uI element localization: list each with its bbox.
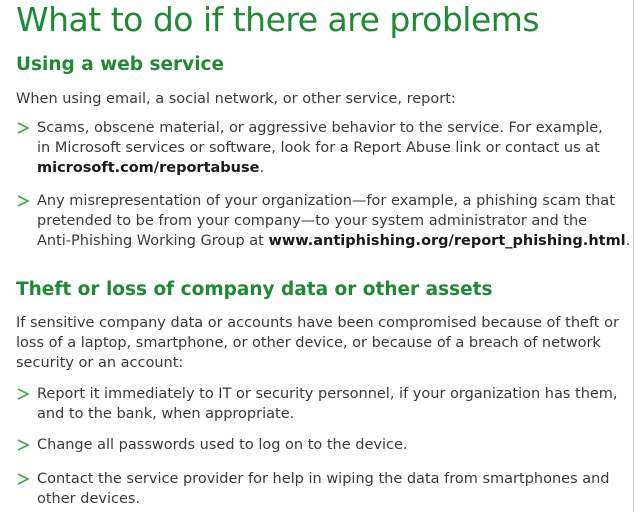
section-heading-web-service: Using a web service: [16, 54, 225, 75]
chevron-right-icon: [16, 118, 36, 138]
intro-line: If sensitive company data or accounts have been compromised because of theft or: [16, 315, 619, 331]
list-item-text-prefix: Anti-Phishing Working Group at: [37, 233, 269, 249]
list-item-text: [37, 435, 637, 455]
section-heading-theft-loss: Theft or loss of company data or other assets: [16, 279, 493, 300]
list-item-line: Change all passwords used to log on to the device.: [37, 437, 408, 453]
list-item-text: [37, 469, 637, 509]
list-item-line: and to the bank, when appropriate.: [37, 406, 295, 422]
list-item-text: [37, 118, 637, 178]
list-item-line: [37, 231, 637, 251]
chevron-right-icon: [16, 191, 36, 211]
list-item-line: [37, 158, 637, 178]
list-item-line: in Microsoft services or software, look for a Report Abuse link or contact us at: [37, 140, 600, 156]
chevron-right-icon: [16, 435, 36, 455]
list-item-line: other devices.: [37, 491, 141, 507]
section-web-intro: [16, 89, 628, 109]
antiphishing-report-link[interactable]: www.antiphishing.org/report_phishing.html: [268, 233, 626, 249]
page-title: What to do if there are problems: [16, 0, 540, 39]
list-item-line: Contact the service provider for help in wiping the data from smartphones and: [37, 471, 610, 487]
chevron-right-icon: [16, 469, 36, 489]
intro-line: security or an account:: [16, 355, 184, 371]
list-item-line: Report it immediately to IT or security personnel, if your organization has them,: [37, 386, 618, 402]
list-item-text: [37, 384, 637, 424]
punctuation: .: [625, 233, 631, 249]
chevron-right-icon: [16, 384, 36, 404]
list-item-text: [37, 191, 637, 251]
report-abuse-link[interactable]: microsoft.com/reportabuse: [37, 160, 260, 176]
section-web-intro-text: When using email, a social network, or other service, report:: [16, 91, 456, 107]
section-theft-intro: [16, 313, 628, 373]
list-item-line: Any misrepresentation of your organization—for example, a phishing scam that: [37, 193, 615, 209]
list-item-line: pretended to be from your company—to your system administrator and the: [37, 213, 588, 229]
punctuation: .: [259, 160, 265, 176]
intro-line: loss of a laptop, smartphone, or other device, or because of a breach of network: [16, 335, 601, 351]
list-item-line: Scams, obscene material, or aggressive behavior to the service. For example,: [37, 120, 603, 136]
